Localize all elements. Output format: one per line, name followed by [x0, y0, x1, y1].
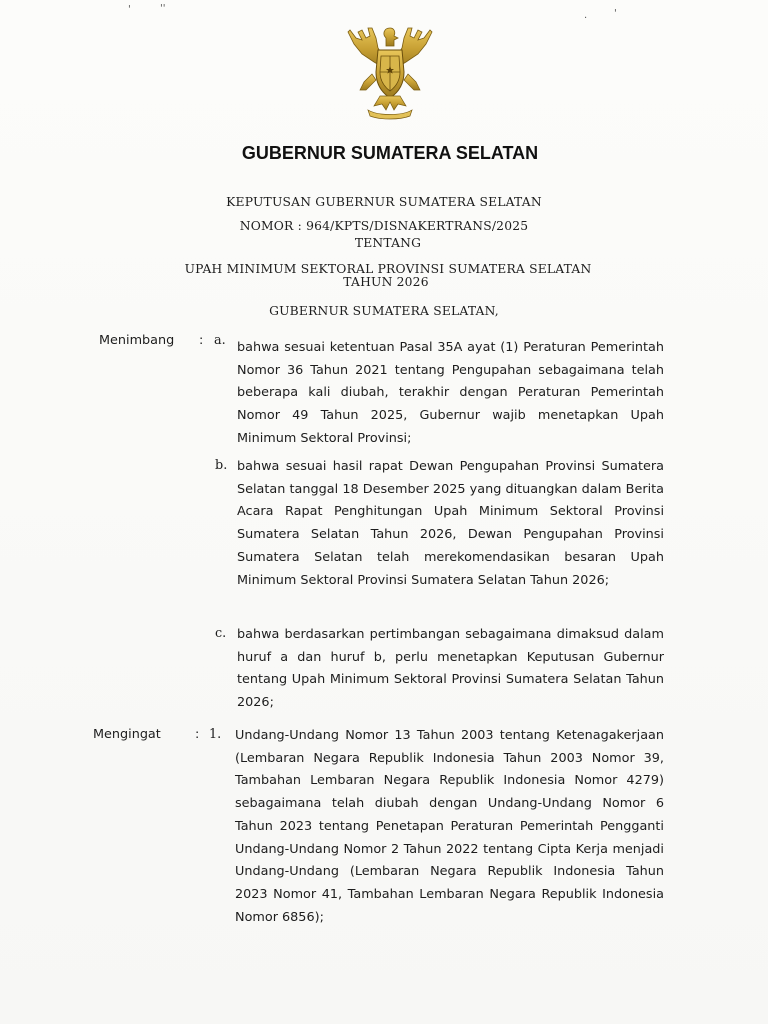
mengingat-item-text: Undang-Undang Nomor 13 Tahun 2003 tentang Ketenagakerjaan (Lembaran Negara Republik Indonesia Tahun 2003 Nomor 39, Tambahan Lembaran Negara Republik Indonesia Nomor 4279) sebagaimana telah diubah dengan Undang-Undang Nomor 6 Tahun 2023 tentang Penetapan Peraturan Pemerintah Pengganti Undang-Undang Nomor 2 Tahun 2022 tentang Cipta Kerja menjadi Undang-Undang (Lembaran Negara Republik Indonesia Tahun 2023 Nomor 41, Tambahan Lembaran Negara Republik Indonesia Nomor 6856); [235, 728, 664, 925]
decree-about-label: TENTANG [354, 236, 422, 250]
mengingat-colon: : [195, 727, 200, 742]
scan-speck: ' [614, 8, 617, 19]
menimbang-label: Menimbang [99, 333, 175, 348]
decree-year: TAHUN 2026 [343, 275, 429, 289]
menimbang-item-text: bahwa berdasarkan pertimbangan sebagaimana dimaksud dalam huruf a dan huruf b, perlu menetapkan Keputusan Gubernur tentang Upah Minimum Sektoral Provinsi Sumatera Selatan Tahun 2026; [237, 627, 664, 711]
menimbang-item-text: bahwa sesuai ketentuan Pasal 35A ayat (1) Peraturan Pemerintah Nomor 36 Tahun 2021 tentang Pengupahan sebagaimana telah beberapa kali diubah, terakhir dengan Peraturan Pemerintah Nomor 49 Tahun 2025, Gubernur wajib menetapkan Upah Minimum Sektoral Provinsi; [237, 340, 664, 446]
decree-issuer: GUBERNUR SUMATERA SELATAN, [269, 304, 499, 318]
decree-type: KEPUTUSAN GUBERNUR SUMATERA SELATAN [226, 195, 542, 209]
menimbang-item-marker: c. [215, 626, 227, 641]
mengingat-item-marker: 1. [209, 727, 222, 742]
garuda-pancasila-emblem-icon [336, 24, 444, 124]
menimbang-item-marker: a. [214, 333, 226, 348]
mengingat-label: Mengingat [93, 727, 161, 742]
scan-speck: '' [160, 3, 166, 14]
scan-speck: . [584, 10, 588, 21]
decree-number: NOMOR : 964/KPTS/DISNAKERTRANS/2025 [239, 219, 529, 233]
menimbang-item-text: bahwa sesuai hasil rapat Dewan Pengupahan Provinsi Sumatera Selatan tanggal 18 Desember 2025 yang dituangkan dalam Berita Acara Rapat Penghitungan Upah Minimum Sektoral Provinsi Sumatera Selatan Tahun 2026, Dewan Pengupahan Provinsi Sumatera Selatan telah merekomendasikan besaran Upah Minimum Sektoral Provinsi Sumatera Selatan Tahun 2026; [237, 459, 664, 588]
menimbang-item-marker: b. [215, 458, 228, 473]
menimbang-colon: : [199, 333, 204, 348]
scan-speck: ' [128, 4, 131, 15]
decree-subject: UPAH MINIMUM SEKTORAL PROVINSI SUMATERA SELATAN [184, 262, 592, 276]
governor-title: GUBERNUR SUMATERA SELATAN [241, 143, 539, 163]
